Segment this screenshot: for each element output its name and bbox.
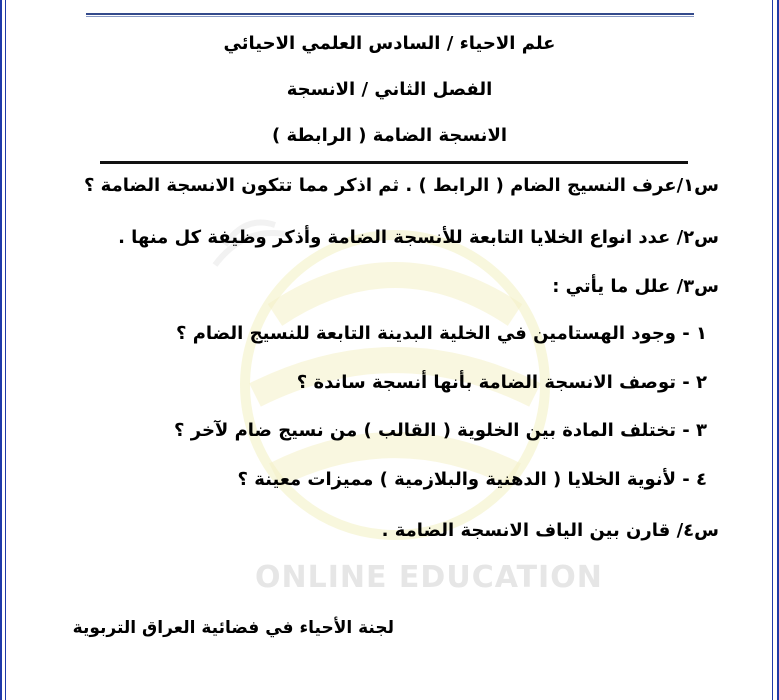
topic-title: الانسجة الضامة ( الرابطة ) xyxy=(271,125,508,146)
top-divider xyxy=(86,13,694,15)
question-3: س٣/ علل ما يأتي : xyxy=(552,276,719,297)
question-1: س١/عرف النسيج الضام ( الرابط ) . ثم اذكر مما تتكون الانسجة الضامة ؟ xyxy=(83,175,719,196)
sub-item-4: ٤ - لأنوية الخلايا ( الدهنية والبلازمية ) مميزات معينة ؟ xyxy=(237,469,707,490)
sub-item-3: ٣ - تختلف المادة بين الخلوية ( القالب ) من نسيج ضام لآخر ؟ xyxy=(174,420,707,441)
sub-item-2: ٢ - توصف الانسجة الضامة بأنها أنسجة ساندة ؟ xyxy=(296,372,707,393)
header-divider xyxy=(100,161,688,164)
question-2: س٢/ عدد انواع الخلايا التابعة للأنسجة الضامة وأذكر وظيفة كل منها . xyxy=(118,227,719,248)
subject-title: علم الاحياء / السادس العلمي الاحيائي xyxy=(223,33,556,54)
left-border xyxy=(0,0,2,700)
chapter-title: الفصل الثاني / الانسجة xyxy=(286,79,493,100)
sub-item-1: ١ - وجود الهستامين في الخلية البدينة التابعة للنسيج الضام ؟ xyxy=(176,323,707,344)
watermark-text: ONLINE EDUCATION xyxy=(255,560,603,595)
question-4: س٤/ قارن بين الياف الانسجة الضامة . xyxy=(381,520,719,541)
footer-credit: لجنة الأحياء في فضائية العراق التربوية xyxy=(72,618,394,638)
